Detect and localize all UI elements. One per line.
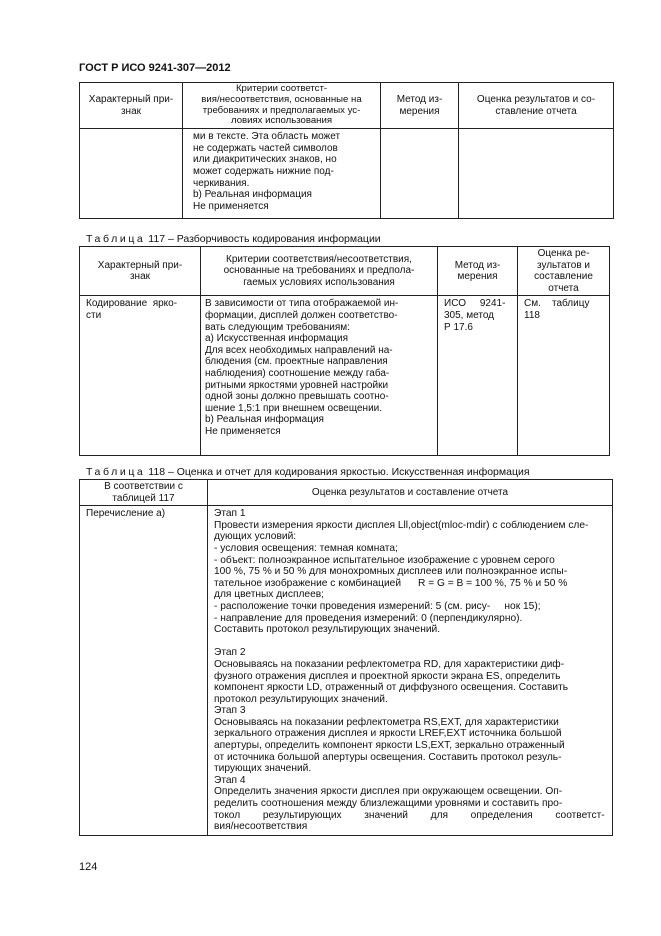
caption-table-word: Таблица [86,233,146,245]
procedure-line: токол результирующих значений для определения соответст- [214,809,605,821]
procedure-line: компонент яркости LD, отраженный от диффузного освещения. Составить [214,682,569,694]
table-117 [79,246,610,456]
table-cell-feature [80,129,183,219]
criteria-line: Не применяется [205,425,281,437]
procedure-line: 100 %, 75 % и 50 % для монохромных дисплеев или полноэкранное испы- [214,566,568,578]
procedure-line [214,636,606,648]
criteria-line: одной зоны должно превышать соотно- [205,391,389,403]
procedure-line: - расположение точки проведения измерений: 5 (см. рису- нок 15); [214,600,541,612]
procedure-line: Провести измерения яркости дисплея Lll,object(mloc-mdir) с соблюдением сле- [214,519,589,531]
procedure-line: фузного отражения дисплея и проектной яркости экрана ES, определить [214,670,561,682]
procedure-line: протокол результирующих значений. [214,693,388,705]
procedure-line: ределить соотношения между близлежащими уровнями и составить про- [214,798,563,810]
table-header-reference: В соответствии с таблицей 117 [80,480,208,506]
criteria-line: b) Реальная информация [205,414,324,426]
criteria-line: вать следующим требованиям: [205,321,350,333]
procedure-line: Основываясь на показании рефлектометра RD, для характеристики диф- [214,658,565,670]
table-118-caption [86,466,530,478]
table-cell-enumeration: Перечисление а) [80,506,208,836]
table-header-criteria: Критерии соответст- вия/несоответствия, основанные на требованиях и предполагаемых ус- ловиях использования [183,83,381,129]
criteria-line: может содержать нижние под- [193,165,334,177]
criteria-line: блюдения (см. проектные направления [205,356,388,368]
table-header-report: Оценка результатов и со- ставление отчета [459,83,614,129]
criteria-line: шение 1,5:1 при внешнем освещении. [205,402,383,414]
procedure-line: - направление для проведения измерений: 0 (перпендикулярно). [214,612,523,624]
table-header-method: Метод из- мерения [381,83,459,129]
table-cell-feature: Кодирование ярко- сти [80,296,201,456]
table-header-method: Метод из- мерения [438,247,518,296]
table-header-feature: Характерный при- знак [80,83,183,129]
table-header-report: Оценка результатов и составление отчета [208,480,613,506]
procedure-line: Составить протокол результирующих значений. [214,624,441,636]
criteria-line: Для всех необходимых направлений на- [205,344,393,356]
procedure-line: тирующих значений. [214,763,312,775]
criteria-line: Не применяется [193,200,269,212]
criteria-line: ритными яркостями уровней настройки [205,379,389,391]
procedure-line: Этап 3 [214,705,246,717]
table-cell-report [459,129,614,219]
document-header: ГОСТ Р ИСО 9241-307—2012 [79,62,231,74]
table-header-report: Оценка ре- зультатов и составление отчета [518,247,610,296]
criteria-line: b) Реальная информация [193,189,312,201]
table-cell-criteria [201,296,438,456]
caption-title: 118 – Оценка и отчет для кодирования яркостью. Искусственная информация [148,466,530,478]
criteria-line: формации, дисплей должен соответство- [205,309,398,321]
table-117-caption [86,233,381,245]
procedure-line: Этап 1 [214,508,246,520]
table-cell-criteria [183,129,381,219]
procedure-line: вия/несоответствия [214,821,308,833]
table-cell-procedure [208,506,613,836]
procedure-line: тательное изображение с комбинацией R = G = B = 100 %, 75 % и 50 % [214,577,568,589]
procedure-line: Определить значения яркости дисплея при окружающем освещении. Оп- [214,786,563,798]
criteria-line: ми в тексте. Эта область может [193,131,341,143]
caption-table-word: Таблица [86,466,146,478]
criteria-line: a) Искусственная информация [205,333,348,345]
table-cell-method [381,129,459,219]
criteria-line: В зависимости от типа отображаемой ин- [205,298,399,310]
table-cell-method: ИСО 9241- 305, метод Р 17.6 [438,296,518,456]
caption-title: 117 – Разборчивость кодирования информации [148,233,381,245]
table-116-continued [79,82,614,219]
procedure-line: зеркального отражения дисплея и яркости LREF,EXT источника большой [214,728,562,740]
procedure-line: Этап 2 [214,647,246,659]
criteria-line: или диакритических знаков, но [193,154,337,166]
criteria-line: черкивания. [193,177,250,189]
procedure-line: Этап 4 [214,774,246,786]
table-header-criteria: Критерии соответствия/несоответствия, основанные на требованиях и предпола- гаемых условиях использования [201,247,438,296]
procedure-line: для цветных дисплеев; [214,589,324,601]
page-number: 124 [79,861,98,873]
procedure-line: - объект: полноэкранное испытательное изображение с уровнем серого [214,554,555,566]
table-118 [79,479,613,836]
procedure-line: Основываясь на показании рефлектометра RS,EXT, для характеристики [214,716,559,728]
table-cell-report: См. таблицу 118 [518,296,610,456]
procedure-line: апертуры, определить компонент яркости LS,EXT, зеркально отраженный [214,740,565,752]
table-header-feature: Характерный при- знак [80,247,201,296]
criteria-line: наблюдения) соотношение между габа- [205,367,390,379]
procedure-line: дующих условий: [214,531,297,543]
criteria-line: не содержать частей символов [193,142,338,154]
procedure-line: - условия освещения: темная комната; [214,542,398,554]
procedure-line: от источника большой апертуры освещения. Составить протокол резуль- [214,751,562,763]
